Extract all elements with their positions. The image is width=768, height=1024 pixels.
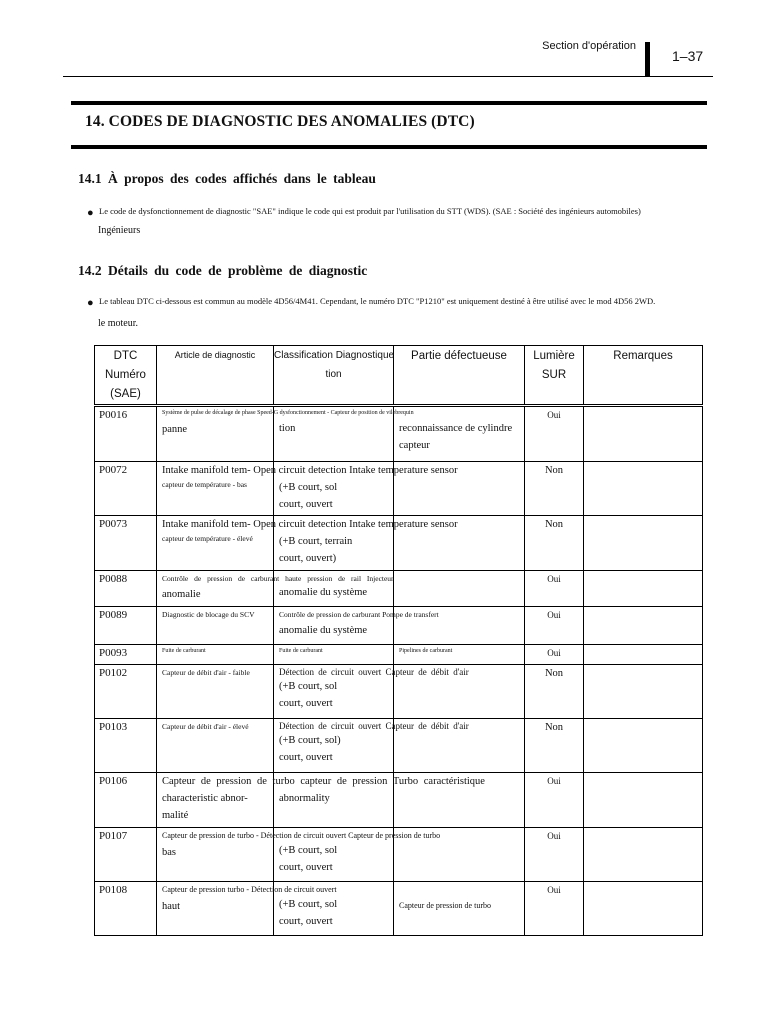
page-number: 1–37 xyxy=(672,48,704,64)
bullet-icon: ● xyxy=(87,297,94,309)
classification: (+B court, sol court, ouvert xyxy=(274,828,394,882)
remarks xyxy=(584,719,703,773)
dtc-table xyxy=(94,345,703,936)
diagnostic-item: Intake manifold tem- Open circuit detection Intake temperature sensor capteur de température - élevé xyxy=(157,516,274,571)
bullet-continuation-14-2: le moteur. xyxy=(98,318,138,329)
bullet-text-14-1: Le code de dysfonctionnement de diagnostic "SAE" indique le code qui est produit par l'utilisation du STT (WDS). (SAE : Société des ingénieurs automobiles) xyxy=(99,206,641,216)
table-row xyxy=(95,773,703,828)
header-remarques: Remarques xyxy=(584,346,703,406)
header-classification: Classification Diagnostique tion xyxy=(274,346,394,406)
lamp-status: Oui xyxy=(525,773,584,828)
classification: Détection de circuit ouvert Capteur de débit d'air (+B court, sol court, ouvert xyxy=(274,665,394,719)
remarks xyxy=(584,882,703,936)
diagnostic-item: Capteur de pression turbo - Détection de circuit ouvert haut xyxy=(157,882,274,936)
dtc-code: P0103 xyxy=(95,719,157,773)
diagnostic-item: Intake manifold tem- Open circuit detection Intake temperature sensor capteur de température - bas xyxy=(157,462,274,516)
table-row xyxy=(95,571,703,607)
dtc-code: P0073 xyxy=(95,516,157,571)
bullet-text-14-2: Le tableau DTC ci-dessous est commun au modèle 4D56/4M41. Cependant, le numéro DTC "P1210" est uniquement destiné à être utilisé avec le mod 4D56 2WD. xyxy=(99,296,656,306)
lamp-status: Non xyxy=(525,719,584,773)
lamp-status: Oui xyxy=(525,607,584,645)
bullet-continuation-14-1: Ingénieurs xyxy=(98,225,141,236)
table-row xyxy=(95,516,703,571)
section-heading-14-2: 14.2 Détails du code de problème de diagnostic xyxy=(78,263,368,278)
remarks xyxy=(584,828,703,882)
dtc-code: P0102 xyxy=(95,665,157,719)
remarks xyxy=(584,607,703,645)
dtc-code: P0108 xyxy=(95,882,157,936)
header-bar xyxy=(645,42,650,76)
lamp-status: Non xyxy=(525,462,584,516)
diagnostic-item: Capteur de débit d'air - faible xyxy=(157,665,274,719)
header-rule xyxy=(63,76,713,77)
classification: abnormality xyxy=(274,773,394,828)
remarks xyxy=(584,462,703,516)
remarks xyxy=(584,406,703,462)
dtc-code: P0106 xyxy=(95,773,157,828)
lamp-status: Oui xyxy=(525,645,584,665)
header-article: Article de diagnostic xyxy=(157,346,274,406)
diagnostic-item: Capteur de débit d'air - élevé xyxy=(157,719,274,773)
classification: tion xyxy=(274,406,394,462)
lamp-status: Non xyxy=(525,516,584,571)
remarks xyxy=(584,645,703,665)
faulty-part: Capteur de pression de turbo xyxy=(394,882,525,936)
remarks xyxy=(584,665,703,719)
lamp-status: Oui xyxy=(525,828,584,882)
table-row xyxy=(95,462,703,516)
diagnostic-item: Diagnostic de blocage du SCV xyxy=(157,607,274,645)
lamp-status: Oui xyxy=(525,571,584,607)
lamp-status: Non xyxy=(525,665,584,719)
table-header-row xyxy=(95,346,703,406)
classification: (+B court, sol court, ouvert xyxy=(274,882,394,936)
header-part: Partie défectueuse xyxy=(394,346,525,406)
table-row xyxy=(95,406,703,462)
table-row xyxy=(95,645,703,665)
table-row xyxy=(95,665,703,719)
remarks xyxy=(584,773,703,828)
classification: Fuite de carburant xyxy=(274,645,394,665)
remarks xyxy=(584,571,703,607)
classification: (+B court, terrain court, ouvert) xyxy=(274,516,394,571)
chapter-title: 14. CODES DE DIAGNOSTIC DES ANOMALIES (DTC) xyxy=(85,113,475,130)
section-label: Section d'opération xyxy=(542,40,636,52)
classification: Détection de circuit ouvert Capteur de débit d'air (+B court, sol) court, ouvert xyxy=(274,719,394,773)
title-rule-top xyxy=(71,101,707,105)
title-rule-bottom xyxy=(71,145,707,149)
classification: (+B court, sol court, ouvert xyxy=(274,462,394,516)
lamp-status: Oui xyxy=(525,882,584,936)
faulty-part xyxy=(394,571,525,607)
classification: anomalie du système xyxy=(274,571,394,607)
diagnostic-item: Capteur de pression de turbo capteur de pression Turbo caractéristique characteristic abnor- malité xyxy=(157,773,274,828)
dtc-code: P0016 xyxy=(95,406,157,462)
table-row xyxy=(95,882,703,936)
bullet-icon: ● xyxy=(87,207,94,219)
dtc-code: P0072 xyxy=(95,462,157,516)
dtc-code: P0093 xyxy=(95,645,157,665)
faulty-part: Pipelines de carburant xyxy=(394,645,525,665)
table-row xyxy=(95,828,703,882)
dtc-code: P0089 xyxy=(95,607,157,645)
remarks xyxy=(584,516,703,571)
header-lumiere: Lumière SUR xyxy=(525,346,584,406)
table-row xyxy=(95,719,703,773)
section-heading-14-1: 14.1 À propos des codes affichés dans le tableau xyxy=(78,171,376,186)
lamp-status: Oui xyxy=(525,406,584,462)
header-dtc: DTC Numéro (SAE) xyxy=(95,346,157,406)
diagnostic-item: Système de pulse de décalage de phase Speed-G dysfonctionnement - Capteur de position de vilebrequin panne xyxy=(157,406,274,462)
diagnostic-item: Contrôle de pression de carburant haute pression de rail Injecteur anomalie xyxy=(157,571,274,607)
classification: Contrôle de pression de carburant Pompe de transfert anomalie du système xyxy=(274,607,394,645)
faulty-part: reconnaissance de cylindre capteur xyxy=(394,406,525,462)
dtc-code: P0107 xyxy=(95,828,157,882)
diagnostic-item: Capteur de pression de turbo - Détection de circuit ouvert Capteur de pression de turbo bas xyxy=(157,828,274,882)
diagnostic-item: Fuite de carburant xyxy=(157,645,274,665)
dtc-code: P0088 xyxy=(95,571,157,607)
table-row xyxy=(95,607,703,645)
